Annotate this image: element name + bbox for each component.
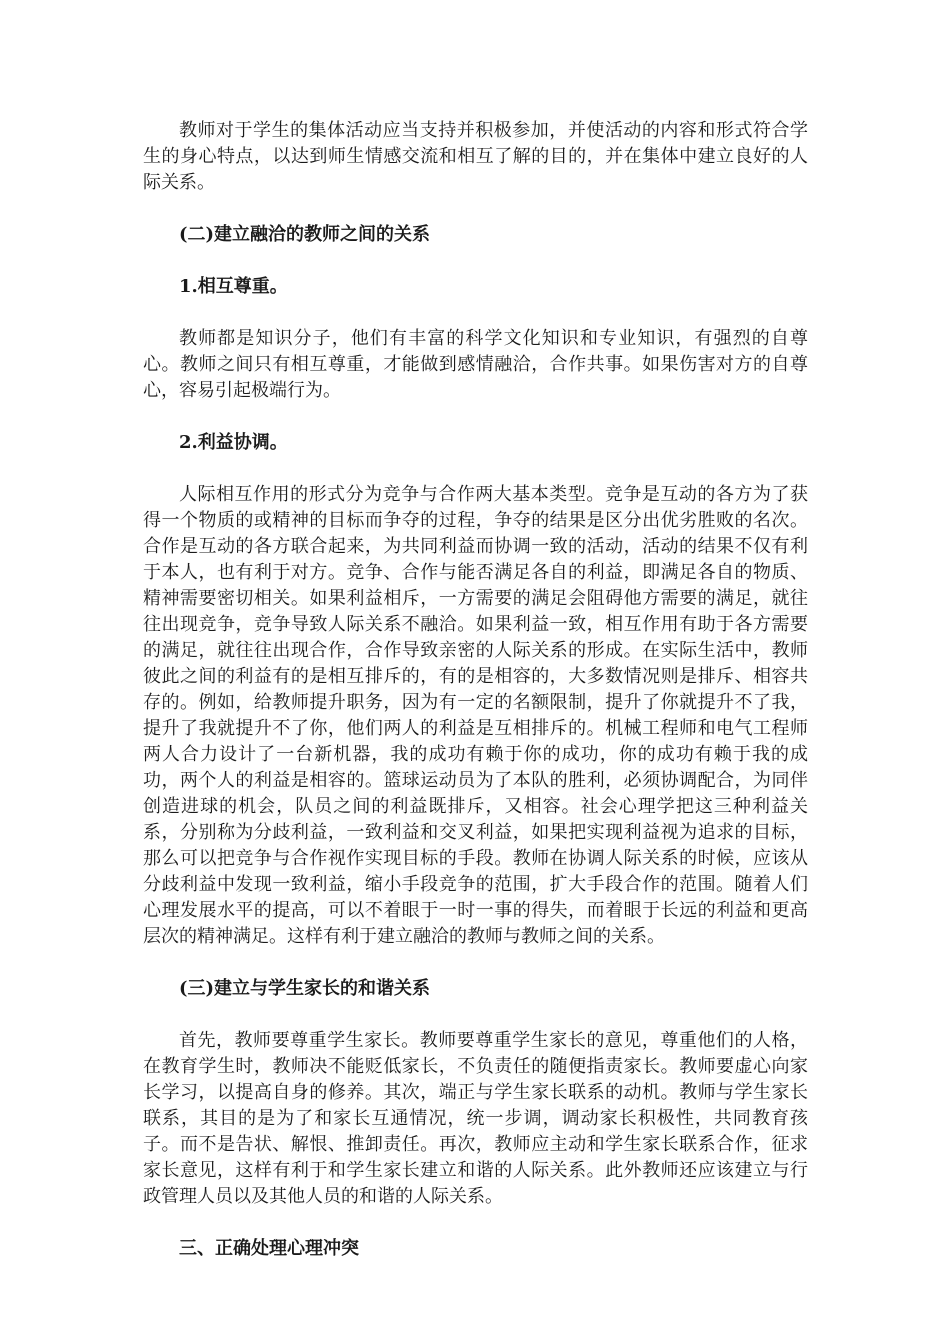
- section-heading-teacher-relations: (二)建立融洽的教师之间的关系: [179, 224, 431, 245]
- paragraph-interest-coordination: 人际相互作用的形式分为竞争与合作两大基本类型。竞争是互动的各方为了获得一个物质的或精神的目标而争夺的过程，争夺的结果是区分出优劣胜败的名次。合作是互动的各方联合起来，为共同利益而协调一致的活动，活动的结果不仅有利于本人，也有利于对方。竞争、合作与能否满足各自的利益，即满足各自的物质、精神需要密切相关。如果利益相斥，一方需要的满足会阻碍他方需要的满足，就往往出现竞争，竞争导致人际关系不融洽。如果利益一致，相互作用有助于各方需要的满足，就往往出现合作，合作导致亲密的人际关系的形成。在实际生活中，教师彼此之间的利益有的是相互排斥的，有的是相容的，大多数情况则是排斥、相容共存的。例如，给教师提升职务，因为有一定的名额限制，提升了你就提升不了我，提升了我就提升不了你，他们两人的利益是互相排斥的。机械工程师和电气工程师两人合力设计了一台新机器，我的成功有赖于你的成功，你的成功有赖于我的成功，两个人的利益是相容的。篮球运动员为了本队的胜利，必须协调配合，为同伴创造进球的机会，队员之间的利益既排斥，又相容。社会心理学把这三种利益关系，分别称为分歧利益，一致利益和交叉利益，如果把实现利益视为追求的目标，那么可以把竞争与合作视作实现目标的手段。教师在协调人际关系的时候，应该从分歧利益中发现一致利益，缩小手段竞争的范围，扩大手段合作的范围。随着人们心理发展水平的提高，可以不着眼于一时一事的得失，而着眼于长远的利益和更高层次的精神满足。这样有利于建立融洽的教师与教师之间的关系。: [143, 484, 808, 947]
- subheading-mutual-respect: 1.相互尊重。: [179, 276, 288, 297]
- subheading-interest-coordination: 2.利益协调。: [179, 432, 288, 453]
- paragraph-student-activities: 教师对于学生的集体活动应当支持并积极参加，并使活动的内容和形式符合学生的身心特点，以达到师生情感交流和相互了解的目的，并在集体中建立良好的人际关系。: [143, 120, 808, 193]
- document-page: [143, 118, 808, 1288]
- section-heading-parent-relations: (三)建立与学生家长的和谐关系: [179, 978, 431, 999]
- paragraph-parent-relations: 首先，教师要尊重学生家长。教师要尊重学生家长的意见，尊重他们的人格，在教育学生时，教师决不能贬低家长，不负责任的随便指责家长。教师要虚心向家长学习，以提高自身的修养。其次，端正与学生家长联系的动机。教师与学生家长联系，其目的是为了和家长互通情况，统一步调，调动家长积极性，共同教育孩子。而不是告状、解恨、推卸责任。再次，教师应主动和学生家长联系合作，征求家长意见，这样有利于和学生家长建立和谐的人际关系。此外教师还应该建立与行政管理人员以及其他人员的和谐的人际关系。: [143, 1030, 808, 1207]
- paragraph-mutual-respect: 教师都是知识分子，他们有丰富的科学文化知识和专业知识，有强烈的自尊心。教师之间只有相互尊重，才能做到感情融洽，合作共事。如果伤害对方的自尊心，容易引起极端行为。: [143, 328, 808, 401]
- section-heading-psychological-conflict: 三、正确处理心理冲突: [179, 1238, 359, 1259]
